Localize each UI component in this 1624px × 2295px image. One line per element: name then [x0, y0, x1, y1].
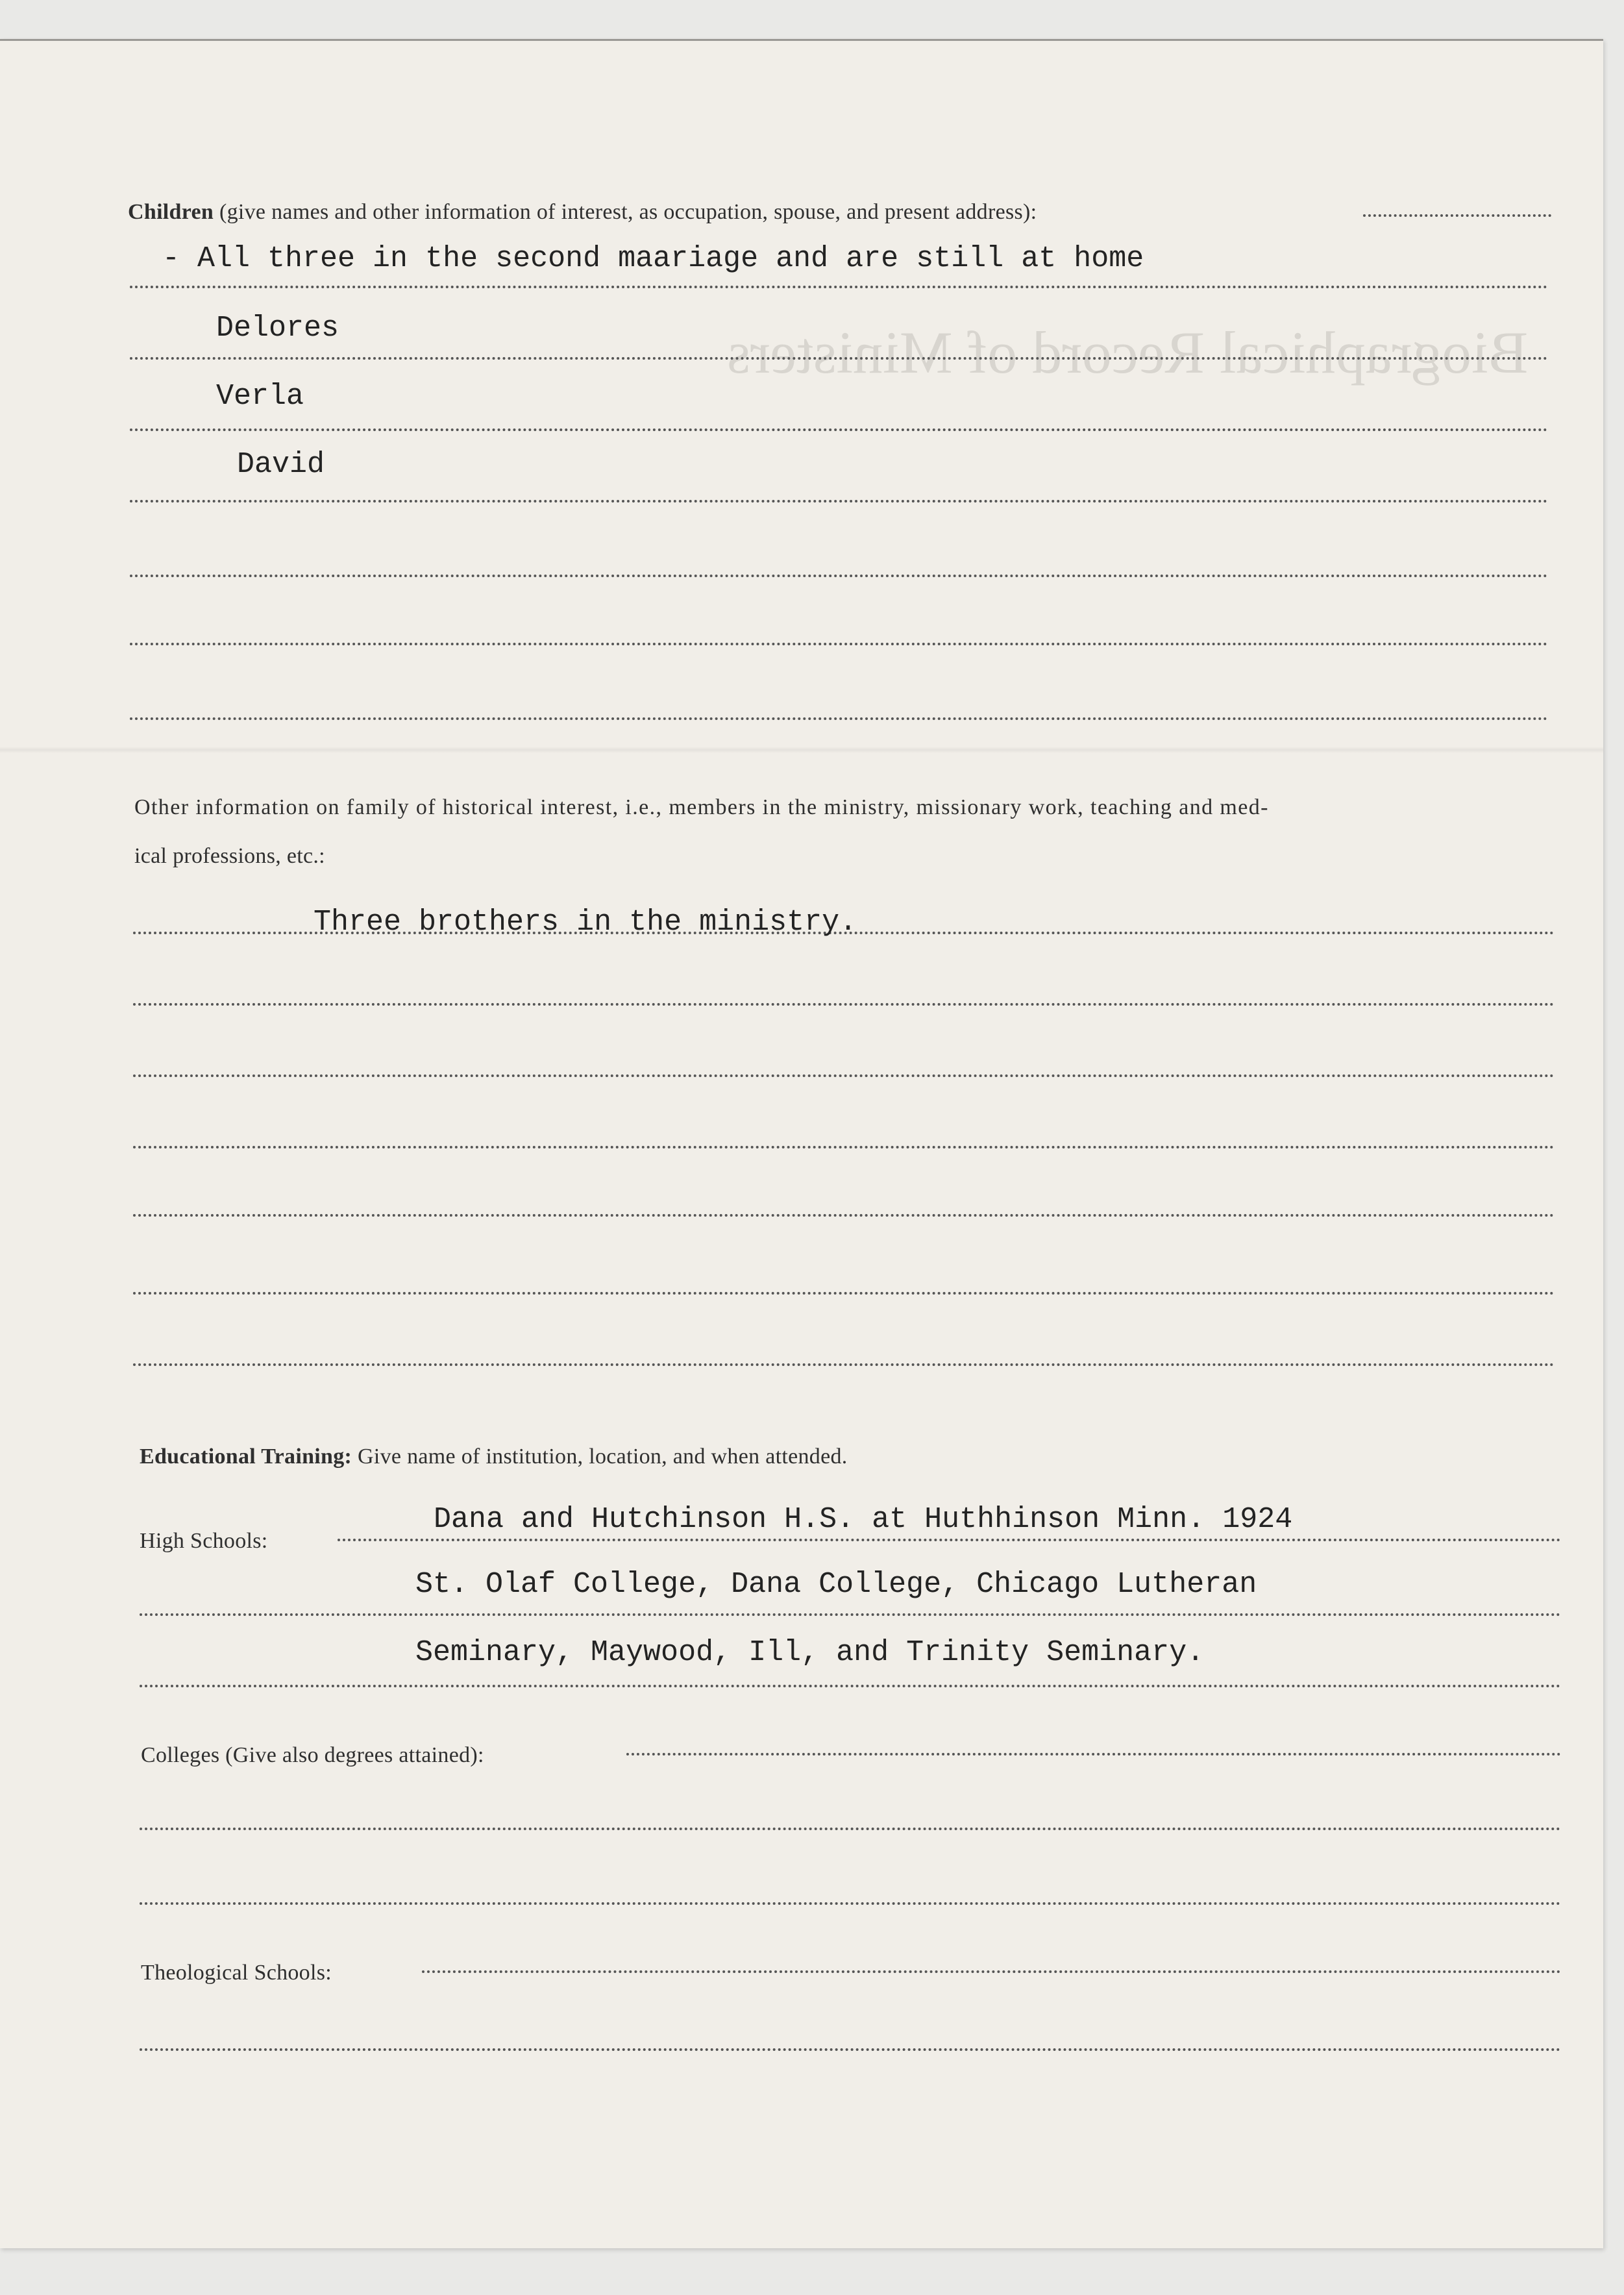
high-schools-entry: Dana and Hutchinson H.S. at Huthhinson Minn. 1924 [434, 1503, 1293, 1536]
children-line-4 [130, 500, 1548, 502]
children-entry-note: - All three in the second maariage and are still at home [162, 242, 1144, 275]
children-instructions: (give names and other information of interest, as occupation, spouse, and present address): [219, 200, 1037, 224]
college-entry-line1: St. Olaf College, Dana College, Chicago Lutheran [415, 1568, 1257, 1601]
family-info-entry: Three brothers in the ministry. [314, 906, 857, 939]
children-leader-dots [1363, 214, 1551, 217]
theological-schools-line-2 [140, 2048, 1561, 2051]
children-heading: Children [128, 200, 214, 224]
education-line-2 [140, 1613, 1561, 1616]
family-info-label-line1: Other information on family of historical interest, i.e., members in the ministry, missionary work, teaching and med- [134, 795, 1269, 819]
high-schools-line [338, 1539, 1561, 1541]
paper-fold-crease [0, 747, 1603, 753]
reverse-side-bleed-through: Biographical Record of Ministers [727, 319, 1529, 386]
family-info-line-3 [133, 1074, 1555, 1077]
family-info-label-line2: ical professions, etc.: [134, 844, 325, 868]
children-line-5 [130, 575, 1548, 577]
family-info-line-6 [133, 1292, 1555, 1295]
children-line-2 [130, 357, 1548, 360]
theological-schools-line [422, 1970, 1561, 1973]
family-info-line-5 [133, 1214, 1555, 1217]
colleges-label: Colleges (Give also degrees attained): [141, 1743, 484, 1767]
children-instructions-line [128, 200, 1037, 225]
education-instructions: Give name of institution, location, and when attended. [358, 1445, 848, 1469]
family-info-line-4 [133, 1146, 1555, 1148]
high-schools-label: High Schools: [140, 1529, 268, 1553]
theological-schools-label: Theological Schools: [141, 1961, 332, 1985]
education-line-3 [140, 1685, 1561, 1687]
colleges-line-2 [140, 1828, 1561, 1830]
education-heading: Educational Training: [140, 1445, 352, 1469]
children-line-6 [130, 643, 1548, 645]
children-line-3 [130, 428, 1548, 431]
children-entry-delores: Delores [216, 312, 339, 345]
education-heading-line [140, 1445, 848, 1469]
children-entry-david: David [237, 448, 325, 481]
children-line-7 [130, 717, 1548, 720]
family-info-line-2 [133, 1003, 1555, 1006]
college-entry-line2: Seminary, Maywood, Ill, and Trinity Seminary. [415, 1636, 1205, 1669]
colleges-line [626, 1753, 1561, 1755]
family-info-line-7 [133, 1363, 1555, 1366]
colleges-line-3 [140, 1902, 1561, 1905]
children-entry-verla: Verla [216, 380, 304, 413]
children-line-1 [130, 286, 1548, 288]
